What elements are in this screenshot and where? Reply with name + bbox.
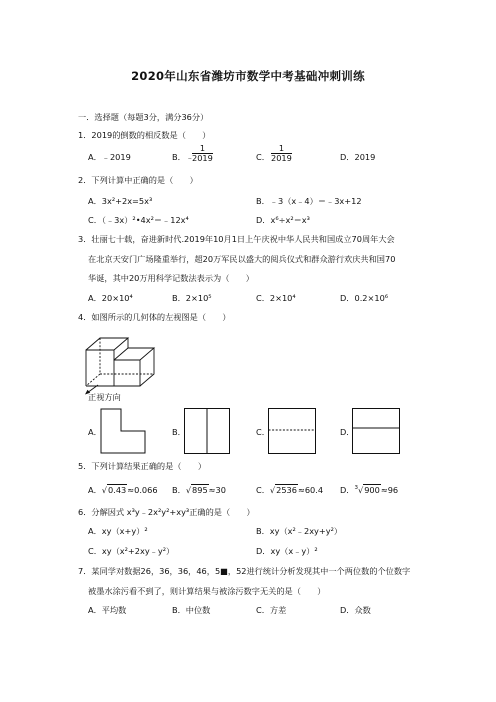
q4-option-d-label: D． [340, 427, 355, 437]
q1-option-c-fraction [271, 144, 292, 163]
q5-b-prefix: B． [172, 485, 186, 495]
q5-d-result: ≈96 [380, 485, 399, 495]
q7-stem-line2: 被墨水涂污看不到了，则计算结果与被涂污数字无关的是（ ） [88, 586, 326, 596]
q5-c-result: ≈60.4 [297, 485, 324, 495]
q5-c-prefix: C． [256, 485, 270, 495]
q6-option-d: D．xy（x﹣y）² [256, 546, 318, 556]
q3-option-d: D．0.2×10⁶ [340, 293, 389, 303]
q1-option-b-fraction [192, 144, 213, 163]
q4-option-b-label: B． [172, 427, 186, 437]
q2-option-c: C．（﹣3x）²•4x²＝﹣12x⁴ [88, 215, 189, 225]
view-direction-label: 正视方向 [88, 392, 121, 402]
q5-a-prefix: A． [88, 485, 102, 495]
q4-option-b-figure [184, 408, 230, 454]
q7-option-d: D．众数 [340, 605, 371, 615]
q3-option-b: B．2×10⁵ [172, 293, 212, 303]
q5-option-a [88, 484, 158, 496]
q1-option-d: D．2019 [340, 152, 376, 162]
q1-option-a: A．﹣2019 [88, 152, 131, 162]
radical-icon: √ [101, 485, 108, 495]
q3-option-c: C．2×10⁴ [256, 293, 296, 303]
q5-a-result: ≈0.066 [127, 485, 158, 495]
q3-stem-line1: 3．壮丽七十载，奋进新时代.2019年10月1日上午庆祝中华人民共和国成立70周年大会 [78, 234, 395, 244]
q5-c-radicand: 2536 [276, 485, 297, 495]
q1-b-numerator: 1 [192, 144, 213, 154]
page-title: 2020年山东省潍坊市数学中考基础冲刺训练 [131, 69, 365, 83]
q6-option-c: C．xy（x²+2xy﹣y²） [88, 546, 175, 556]
q7-option-c: C．方差 [256, 605, 287, 615]
q4-option-a-figure [100, 408, 146, 454]
q4-option-a-label: A． [88, 427, 102, 437]
q5-d-prefix: D． [340, 485, 355, 495]
q7-option-a: A．平均数 [88, 605, 127, 615]
q6-stem: 6．分解因式 x³y﹣2x²y²+xy³正确的是（ ） [78, 507, 255, 517]
section-heading: 一．选择题（每题3分，满分36分） [78, 112, 209, 122]
q1-b-denominator: 2019 [192, 153, 213, 163]
q3-option-a: A．20×10⁴ [88, 293, 133, 303]
q5-option-c [256, 484, 323, 496]
q6-option-a: A．xy（x+y）² [88, 526, 148, 536]
q2-option-b: B．﹣3（x﹣4）＝﹣3x+12 [256, 196, 362, 206]
q7-option-b: B．中位数 [172, 605, 211, 615]
q1-option-b-prefix: B．﹣ [172, 152, 194, 162]
q5-stem: 5．下列计算结果正确的是（ ） [78, 461, 207, 471]
q5-d-root-index: 3 [354, 485, 358, 491]
q5-b-result: ≈30 [208, 485, 226, 495]
q5-option-d [340, 484, 398, 496]
q2-option-d: D．x⁶÷x²＝x³ [256, 215, 310, 225]
radical-icon: √ [269, 485, 276, 495]
q5-b-radicand: 895 [192, 485, 208, 495]
q4-option-d-figure [352, 408, 400, 454]
q5-a-radicand: 0.43 [108, 485, 127, 495]
q1-option-c-prefix: C． [256, 152, 270, 162]
q6-option-b: B．xy（x²﹣2xy+y²） [256, 526, 343, 536]
q2-option-a: A．3x²+2x=5x³ [88, 196, 153, 206]
q2-stem: 2．下列计算中正确的是（ ） [78, 175, 198, 185]
q5-d-radicand: 900 [364, 485, 380, 495]
radical-icon: √ [358, 485, 364, 495]
q1-c-numerator: 1 [271, 144, 292, 154]
q5-option-b [172, 484, 226, 496]
q4-stem: 4．如图所示的几何体的左视图是（ ） [78, 312, 231, 322]
q3-stem-line2: 在北京天安门广场隆重举行，超20万军民以盛大的阅兵仪式和群众游行欢庆共和国70 [88, 254, 396, 264]
q4-option-c-label: C． [256, 427, 270, 437]
radical-icon: √ [185, 485, 192, 495]
q7-stem-line1: 7．某同学对数据26，36，36，46，5■，52进行统计分析发现其中一个两位数的个位数字 [78, 566, 411, 576]
q1-stem: 1．2019的倒数的相反数是（ ） [78, 130, 211, 140]
q3-stem-line3: 华诞，其中20万用科学记数法表示为（ ） [88, 273, 254, 283]
q1-c-denominator: 2019 [271, 153, 292, 163]
q4-option-c-figure [268, 408, 316, 454]
